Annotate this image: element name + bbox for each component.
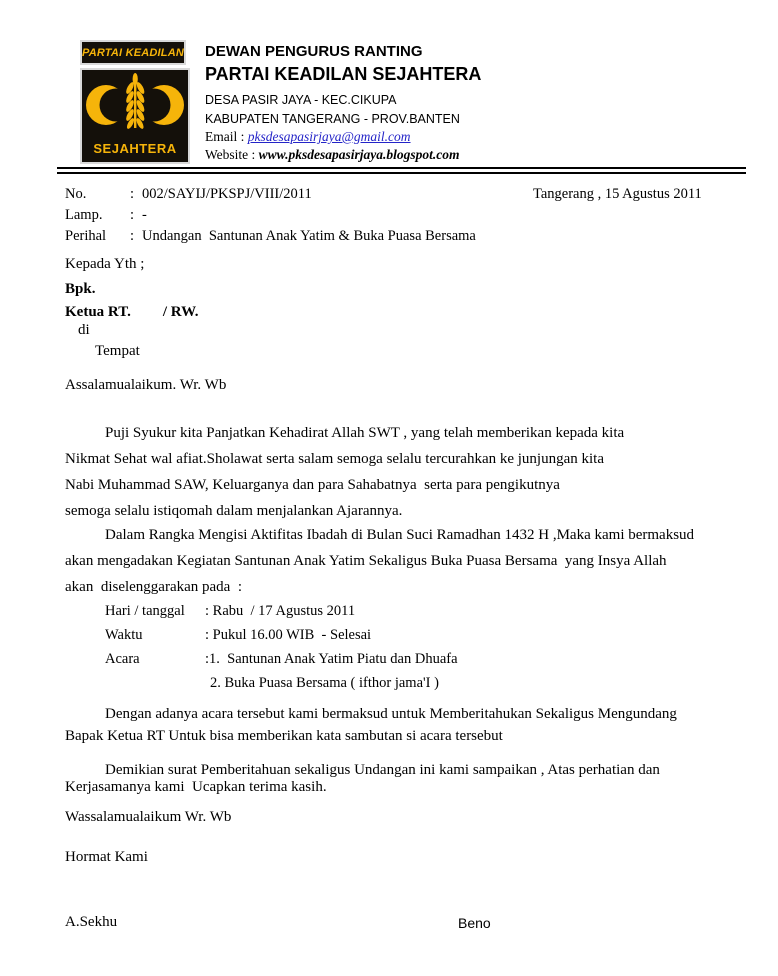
email-line [205, 129, 411, 145]
schedule-row-agenda1 [105, 647, 458, 671]
meta-row-number [65, 184, 545, 205]
meta-row-subject [65, 226, 545, 247]
schedule-label: Waktu [105, 627, 143, 643]
recipient-title: Bpk. [65, 281, 96, 297]
crescents-wheat-icon [82, 70, 188, 136]
schedule-row-agenda2 [105, 671, 458, 695]
paragraph-line: akan mengadakan Kegiatan Santunan Anak Yatim Sekaligus Buka Puasa Bersama yang Insya Allah [65, 553, 667, 569]
schedule-row-time [105, 623, 458, 647]
paragraph-line: Kerjasamanya kami Ucapkan terima kasih. [65, 778, 327, 795]
recipient-salutation: Kepada Yth ; [65, 256, 145, 272]
recipient-role-rt: Ketua RT. [65, 304, 131, 320]
paragraph-line: semoga selalu istiqomah dalam menjalankan Ajarannya. [65, 503, 403, 519]
opening-salutation: Assalamualaikum. Wr. Wb [65, 377, 227, 393]
paragraph-line: akan diselenggarakan pada : [65, 579, 243, 595]
paragraph-line: Nabi Muhammad SAW, Keluarganya dan para Sahabatnya serta para pengikutnya [65, 477, 560, 493]
meta-separator: : [130, 228, 135, 244]
recipient-place: Tempat [95, 343, 140, 359]
meta-separator: : [130, 207, 135, 223]
recipient-role [65, 304, 198, 321]
dateline: Tangerang , 15 Agustus 2011 [533, 186, 702, 202]
meta-label: No. [65, 186, 87, 202]
party-logo-bottom-label: SEJAHTERA [93, 141, 177, 156]
schedule-date-value: : Rabu / 17 Agustus 2011 [205, 603, 356, 619]
org-line2: PARTAI KEADILAN SEJAHTERA [205, 64, 482, 84]
paragraph-line: Dalam Rangka Mengisi Aktifitas Ibadah di Bulan Suci Ramadhan 1432 H ,Maka kami bermaksud [105, 527, 695, 543]
schedule-time-value: : Pukul 16.00 WIB - Selesai [205, 627, 372, 643]
party-logo-top-label: PARTAI KEADILAN [82, 46, 184, 59]
letter-meta [65, 184, 545, 247]
party-logo [82, 70, 188, 162]
subject-value: Undangan Santunan Anak Yatim & Buka Puasa Bersama [142, 228, 476, 244]
email-label: Email : [205, 129, 248, 144]
paragraph-line: Bapak Ketua RT Untuk bisa memberikan kata sambutan si acara tersebut [65, 728, 503, 744]
schedule-label [105, 671, 205, 695]
meta-row-attachment [65, 205, 545, 226]
meta-label: Lamp. [65, 207, 103, 223]
recipient-di: di [78, 322, 90, 338]
paragraph-line: Puji Syukur kita Panjatkan Kehadirat Allah SWT , yang telah memberikan kepada kita [105, 425, 625, 441]
party-logo-top-banner [82, 42, 184, 63]
paragraph-2 [65, 522, 720, 600]
org-address-line1: DESA PASIR JAYA - KEC.CIKUPA [205, 93, 397, 107]
org-address-line2: KABUPATEN TANGERANG - PROV.BANTEN [205, 112, 460, 126]
paragraph-3 [65, 703, 720, 747]
schedule-label: Hari / tanggal [105, 603, 185, 619]
schedule-label: Acara [105, 651, 140, 667]
meta-separator: : [130, 186, 135, 202]
event-schedule [105, 599, 458, 695]
closing-salutation: Wassalamualaikum Wr. Wb [65, 809, 232, 822]
attachment-value: - [142, 207, 147, 223]
regards-line: Hormat Kami [65, 849, 148, 865]
website-line [205, 147, 460, 163]
schedule-agenda1-value: :1. Santunan Anak Yatim Piatu dan Dhuafa [205, 651, 458, 667]
paragraph-1 [65, 420, 720, 524]
email-link[interactable]: pksdesapasirjaya@gmail.com [247, 129, 411, 144]
paragraph-line: Demikian surat Pemberitahuan sekaligus Undangan ini kami sampaikan , Atas perhatian dan [105, 762, 660, 778]
recipient-role-rw: / RW. [162, 304, 199, 320]
website-label: Website : [205, 147, 259, 162]
signature-name-right: Beno [458, 915, 491, 931]
signature-name-left: A.Sekhu [65, 914, 118, 930]
schedule-row-date [105, 599, 458, 623]
schedule-agenda2-value: 2. Buka Puasa Bersama ( ifthor jama'I ) [210, 675, 439, 691]
paragraph-4 [65, 762, 720, 795]
website-link[interactable]: www.pksdesapasirjaya.blogspot.com [258, 147, 460, 162]
paragraph-line: Dengan adanya acara tersebut kami bermaksud untuk Memberitahukan Sekaligus Mengundang [105, 706, 677, 722]
org-line1: DEWAN PENGURUS RANTING [205, 43, 423, 60]
paragraph-line: Nikmat Sehat wal afiat.Sholawat serta salam semoga selalu tercurahkan ke junjungan kita [65, 451, 604, 467]
letterhead-divider [57, 167, 746, 174]
letter-number: 002/SAYIJ/PKSPJ/VIII/2011 [142, 186, 312, 202]
meta-label: Perihal [65, 228, 107, 244]
